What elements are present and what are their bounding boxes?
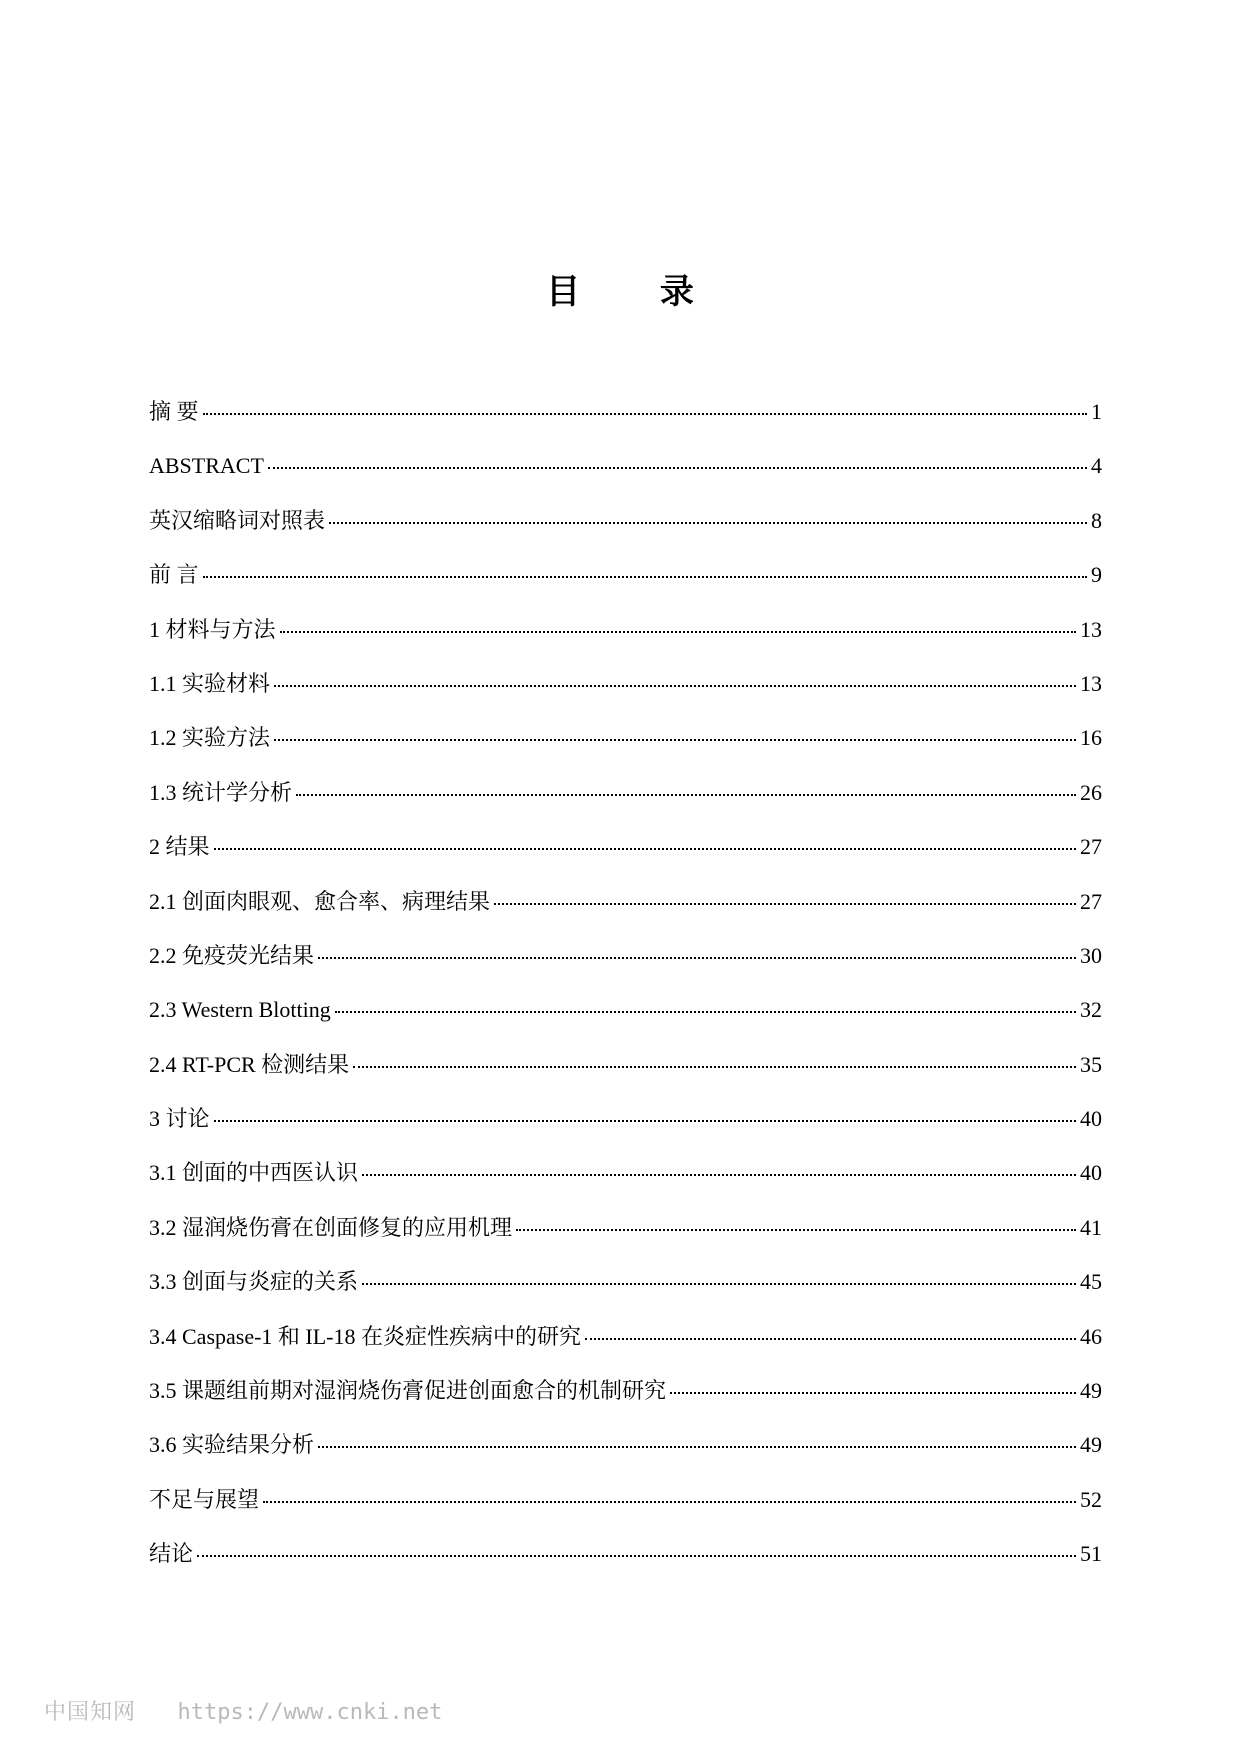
dot-leader	[329, 502, 1087, 524]
dot-leader	[274, 665, 1076, 687]
dot-leader	[362, 1263, 1076, 1285]
toc-entry-label: 1.1 实验材料	[149, 670, 271, 696]
toc-entry-label: 3.1 创面的中西医认识	[149, 1160, 359, 1186]
dot-leader	[318, 937, 1076, 959]
toc-entry-page-number: 13	[1080, 670, 1102, 696]
dot-leader	[268, 447, 1087, 469]
dot-leader	[318, 1426, 1076, 1448]
toc-entry-page-number: 27	[1080, 888, 1102, 914]
dot-leader	[585, 1318, 1076, 1340]
toc-entry[interactable]	[149, 766, 1102, 820]
dot-leader	[203, 556, 1087, 578]
toc-entry-label: 1.3 统计学分析	[149, 779, 293, 805]
dot-leader	[335, 991, 1076, 1013]
dot-leader	[296, 774, 1076, 796]
toc-entry-page-number: 8	[1091, 507, 1102, 533]
dot-leader	[670, 1372, 1076, 1394]
toc-entry[interactable]	[149, 983, 1102, 1037]
toc-entry[interactable]	[149, 929, 1102, 983]
watermark-name: 中国知网	[44, 1700, 137, 1725]
toc-entry-label: 2.1 创面肉眼观、愈合率、病理结果	[149, 888, 491, 914]
toc-entry-page-number: 35	[1080, 1051, 1102, 1077]
watermark-url: https://www.cnki.net	[177, 1700, 443, 1725]
toc-entry[interactable]	[149, 875, 1102, 929]
toc-entry-page-number: 13	[1080, 616, 1102, 642]
page-title: 目 录	[546, 272, 728, 312]
toc-entry[interactable]	[149, 820, 1102, 874]
dot-leader	[274, 719, 1076, 741]
toc-entry[interactable]	[149, 385, 1102, 439]
toc-entry-page-number: 32	[1080, 997, 1102, 1023]
toc-entry-label: 3.5 课题组前期对湿润烧伤膏促进创面愈合的机制研究	[149, 1378, 667, 1404]
toc-entry[interactable]	[149, 1310, 1102, 1364]
dot-leader	[280, 611, 1076, 633]
toc-entry-page-number: 46	[1080, 1323, 1102, 1349]
toc-entry[interactable]	[149, 1364, 1102, 1418]
toc-entry-page-number: 4	[1091, 453, 1102, 479]
toc-entry-label: 2 结果	[149, 834, 210, 860]
toc-entry-label: 3.2 湿润烧伤膏在创面修复的应用机理	[149, 1214, 513, 1240]
toc-entry-label: ABSTRACT	[149, 453, 264, 479]
toc-entry[interactable]	[149, 603, 1102, 657]
toc-entry-label: 英汉缩略词对照表	[149, 507, 326, 533]
dot-leader	[353, 1046, 1076, 1068]
dot-leader	[516, 1209, 1076, 1231]
toc-entry-label: 摘 要	[149, 399, 199, 424]
toc-entry[interactable]	[149, 711, 1102, 765]
toc-entry-label: 前 言	[149, 562, 199, 588]
toc-entry[interactable]	[149, 1201, 1102, 1255]
toc-entry-page-number: 41	[1080, 1214, 1102, 1240]
toc-entry-page-number: 30	[1080, 942, 1102, 968]
toc-entry[interactable]	[149, 1038, 1102, 1092]
toc-entry-page-number: 40	[1080, 1160, 1102, 1186]
toc-entry[interactable]	[149, 657, 1102, 711]
dot-leader	[214, 828, 1076, 850]
toc-entry-label: 3.3 创面与炎症的关系	[149, 1269, 359, 1295]
toc-entry[interactable]	[149, 1255, 1102, 1309]
dot-leader	[263, 1481, 1076, 1503]
toc-entry-page-number: 49	[1080, 1432, 1102, 1458]
toc-entry[interactable]	[149, 548, 1102, 602]
toc-entry-page-number: 16	[1080, 725, 1102, 751]
toc-entry-page-number: 26	[1080, 779, 1102, 805]
toc-entry-label: 3.4 Caspase-1 和 IL-18 在炎症性疾病中的研究	[149, 1323, 582, 1349]
dot-leader	[494, 883, 1076, 905]
toc-entry-page-number: 51	[1080, 1541, 1102, 1567]
watermark	[44, 1698, 442, 1727]
toc-entry-label: 结论	[149, 1541, 194, 1567]
toc-entry[interactable]	[149, 1418, 1102, 1472]
toc-entry[interactable]	[149, 1527, 1102, 1581]
dot-leader	[197, 1535, 1076, 1557]
toc-entry-label: 3.6 实验结果分析	[149, 1432, 315, 1458]
toc-entry-label: 1.2 实验方法	[149, 725, 271, 751]
dot-leader	[203, 393, 1087, 415]
toc-entry[interactable]	[149, 1092, 1102, 1146]
toc-entry-page-number: 9	[1091, 562, 1102, 588]
toc-entry-page-number: 1	[1091, 399, 1102, 424]
toc-entry-label: 1 材料与方法	[149, 616, 276, 642]
toc-entry[interactable]	[149, 1146, 1102, 1200]
toc-entry-page-number: 27	[1080, 834, 1102, 860]
toc-entry-label: 不足与展望	[149, 1486, 260, 1512]
toc-entry-page-number: 45	[1080, 1269, 1102, 1295]
toc-list	[149, 385, 1102, 1582]
dot-leader	[362, 1154, 1076, 1176]
toc-entry[interactable]	[149, 1473, 1102, 1527]
toc-entry-label: 2.4 RT-PCR 检测结果	[149, 1051, 350, 1077]
dot-leader	[214, 1100, 1076, 1122]
toc-entry-label: 3 讨论	[149, 1106, 210, 1132]
toc-entry-page-number: 49	[1080, 1378, 1102, 1404]
toc-entry-page-number: 40	[1080, 1106, 1102, 1132]
toc-entry-label: 2.2 免疫荧光结果	[149, 942, 315, 968]
toc-entry-label: 2.3 Western Blotting	[149, 997, 331, 1023]
toc-entry[interactable]	[149, 494, 1102, 548]
toc-entry-page-number: 52	[1080, 1486, 1102, 1512]
toc-entry[interactable]	[149, 439, 1102, 493]
